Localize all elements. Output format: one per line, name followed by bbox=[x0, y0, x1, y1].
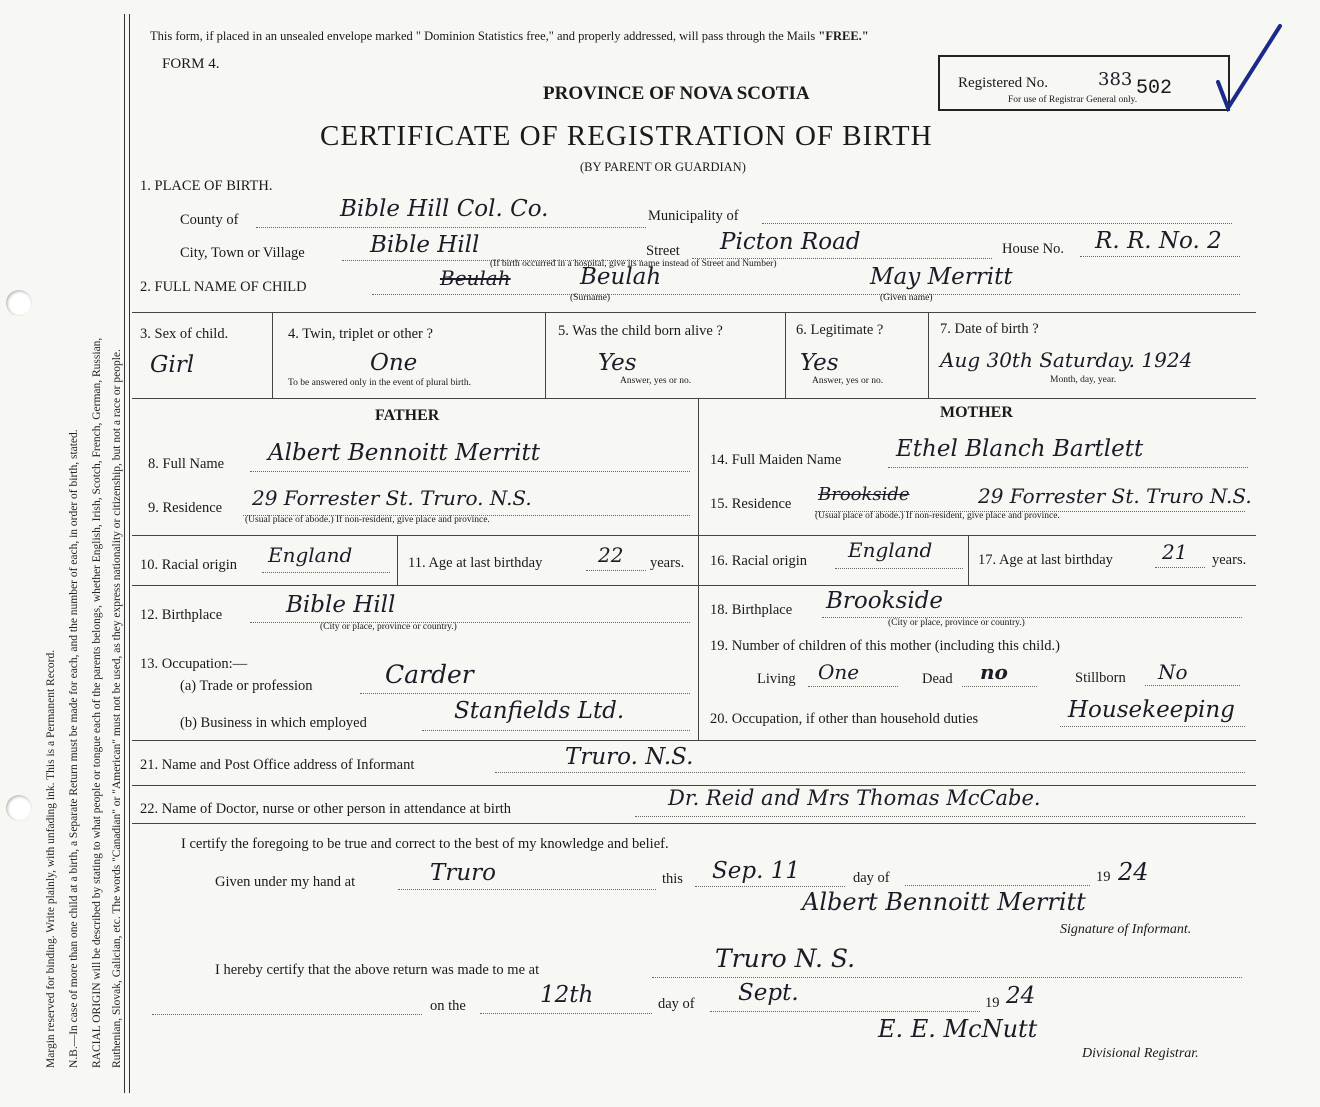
date-of-birth-value: Aug 30th Saturday. 1924 bbox=[940, 348, 1193, 372]
mother-age-years: years. bbox=[1212, 552, 1247, 568]
mother-occupation-value: Housekeeping bbox=[1068, 697, 1235, 723]
father-racial-value: England bbox=[268, 543, 353, 567]
children-count-label: 19. Number of children of this mother (including this child.) bbox=[710, 638, 1060, 654]
mother-residence-label: 15. Residence bbox=[710, 496, 792, 512]
father-trade-value: Carder bbox=[385, 660, 474, 689]
twin-value: One bbox=[370, 350, 418, 376]
municipality-label: Municipality of bbox=[648, 208, 739, 224]
doctor-value: Dr. Reid and Mrs Thomas McCabe. bbox=[668, 786, 1041, 810]
stillborn-label: Stillborn bbox=[1075, 670, 1126, 686]
child-surname-value: Beulah bbox=[580, 264, 662, 290]
this-label: this bbox=[662, 871, 683, 887]
registrar-statement: I hereby certify that the above return was made to me at bbox=[215, 962, 540, 978]
father-occupation-label: 13. Occupation:— bbox=[140, 656, 248, 672]
mother-name-label: 14. Full Maiden Name bbox=[710, 452, 842, 468]
registrar-place-value: Truro N. S. bbox=[715, 944, 856, 973]
form-number: FORM 4. bbox=[162, 56, 220, 72]
margin-note-nb: N.B.—In case of more than one child at a birth, a Separate Return must be made for each, and the number of each, in order of birth, stated. bbox=[68, 429, 80, 1068]
year-prefix: 19 bbox=[1096, 869, 1111, 885]
born-alive-value: Yes bbox=[598, 350, 637, 376]
legitimate-label: 6. Legitimate ? bbox=[796, 322, 884, 338]
hospital-note: (If birth occurred in a hospital, give its name instead of Street and Number) bbox=[490, 259, 777, 269]
twin-label: 4. Twin, triplet or other ? bbox=[288, 326, 433, 342]
twin-note: To be answered only in the event of plural birth. bbox=[288, 378, 471, 388]
mother-racial-label: 16. Racial origin bbox=[710, 553, 808, 569]
mother-residence-note: (Usual place of abode.) If non-resident, give place and province. bbox=[815, 511, 1060, 521]
informant-label: 21. Name and Post Office address of Informant bbox=[140, 757, 415, 773]
checkmark-icon bbox=[1214, 22, 1284, 112]
registration-month-value: Sept. bbox=[738, 980, 799, 1006]
born-alive-note: Answer, yes or no. bbox=[620, 376, 692, 386]
province-heading: PROVINCE OF NOVA SCOTIA bbox=[543, 83, 810, 104]
mother-racial-value: England bbox=[848, 538, 933, 562]
registered-number-note: For use of Registrar General only. bbox=[1008, 95, 1138, 105]
day-of-label-2: day of bbox=[658, 996, 695, 1012]
mother-age-value: 21 bbox=[1162, 540, 1188, 564]
father-age-label: 11. Age at last birthday bbox=[408, 555, 543, 571]
certificate-subtitle: (BY PARENT OR GUARDIAN) bbox=[580, 160, 746, 174]
house-number-value: R. R. No. 2 bbox=[1095, 228, 1222, 254]
father-business-value: Stanfields Ltd. bbox=[454, 698, 625, 724]
house-number-label: House No. bbox=[1002, 241, 1065, 257]
sex-value: Girl bbox=[150, 352, 195, 378]
margin-note-racial-cont: Ruthenian, Slovak, Galician, etc. The words "Canadian" or "American" must not be used, as they express nationality or citizenship, but not a race or people. bbox=[111, 349, 123, 1068]
registration-day-value: 12th bbox=[540, 982, 594, 1008]
doctor-label: 22. Name of Doctor, nurse or other person in attendance at birth bbox=[140, 801, 512, 817]
stillborn-value: No bbox=[1158, 660, 1188, 684]
given-place-value: Truro bbox=[430, 860, 496, 886]
binding-hole bbox=[6, 795, 32, 821]
father-residence-label: 9. Residence bbox=[148, 500, 223, 516]
registrar-caption: Divisional Registrar. bbox=[1082, 1046, 1199, 1061]
father-racial-label: 10. Racial origin bbox=[140, 557, 238, 573]
father-birthplace-value: Bible Hill bbox=[286, 592, 396, 618]
mother-birthplace-label: 18. Birthplace bbox=[710, 602, 793, 618]
postal-notice: This form, if placed in an unsealed envelope marked " Dominion Statistics free," and properly addressed, will pass through the Mails "FREE." bbox=[150, 29, 869, 43]
mother-birthplace-value: Brookside bbox=[826, 588, 944, 614]
dead-value: no bbox=[980, 660, 1008, 684]
mother-residence-struck: Brookside bbox=[818, 484, 910, 505]
informant-value: Truro. N.S. bbox=[565, 744, 694, 770]
given-date-value: Sep. 11 bbox=[712, 858, 800, 884]
child-name-label: 2. FULL NAME OF CHILD bbox=[140, 279, 307, 295]
surname-note: (Surname) bbox=[570, 293, 611, 303]
mother-age-label: 17. Age at last birthday bbox=[978, 552, 1113, 568]
living-value: One bbox=[818, 660, 860, 684]
given-name-note: (Given name) bbox=[880, 293, 933, 303]
child-name-struck: Beulah bbox=[440, 266, 511, 290]
year-prefix-2: 19 bbox=[985, 995, 1000, 1011]
place-of-birth-heading: 1. PLACE OF BIRTH. bbox=[140, 178, 273, 194]
margin-note-binding: Margin reserved for binding. Write plainly, with unfading ink. This is a Permanent Record. bbox=[45, 649, 57, 1068]
father-residence-note: (Usual place of abode.) If non-resident, give place and province. bbox=[245, 515, 490, 525]
father-residence-value: 29 Forrester St. Truro. N.S. bbox=[252, 486, 532, 510]
father-heading: FATHER bbox=[375, 407, 440, 424]
mother-name-value: Ethel Blanch Bartlett bbox=[896, 436, 1144, 462]
street-value: Picton Road bbox=[720, 229, 861, 255]
dead-label: Dead bbox=[922, 671, 953, 687]
mother-residence-value: 29 Forrester St. Truro N.S. bbox=[978, 484, 1252, 508]
legitimate-value: Yes bbox=[800, 350, 839, 376]
father-name-label: 8. Full Name bbox=[148, 456, 225, 472]
county-label: County of bbox=[180, 212, 239, 228]
born-alive-label: 5. Was the child born alive ? bbox=[558, 323, 723, 339]
certify-statement: I certify the foregoing to be true and correct to the best of my knowledge and belief. bbox=[181, 836, 669, 852]
city-label: City, Town or Village bbox=[180, 245, 305, 261]
father-trade-label: (a) Trade or profession bbox=[180, 678, 313, 694]
margin-note-racial: RACIAL ORIGIN will be described by stating to what people or tongue each of the parents belongs, whether English, Irish, Scotch, French, German, Russian, bbox=[91, 337, 103, 1068]
father-age-value: 22 bbox=[598, 543, 624, 567]
year-value: 24 bbox=[1118, 858, 1149, 886]
given-under-hand-label: Given under my hand at bbox=[215, 874, 356, 890]
mother-birthplace-note: (City or place, province or country.) bbox=[888, 618, 1025, 628]
margin-rule bbox=[124, 14, 125, 1093]
binding-hole bbox=[6, 290, 32, 316]
date-of-birth-note: Month, day, year. bbox=[1050, 375, 1117, 385]
margin-rule bbox=[129, 14, 130, 1093]
sex-label: 3. Sex of child. bbox=[140, 326, 229, 342]
father-birthplace-note: (City or place, province or country.) bbox=[320, 622, 457, 632]
registered-number-stamp: 502 bbox=[1136, 77, 1173, 100]
street-label: Street bbox=[646, 243, 680, 259]
registered-number-handwritten: 383 bbox=[1098, 69, 1133, 90]
signature-caption: Signature of Informant. bbox=[1060, 922, 1192, 937]
county-value: Bible Hill Col. Co. bbox=[340, 196, 549, 222]
on-the-label: on the bbox=[430, 998, 466, 1014]
mother-occupation-label: 20. Occupation, if other than household duties bbox=[710, 711, 979, 727]
child-given-name-value: May Merritt bbox=[870, 264, 1013, 290]
free-label: "FREE." bbox=[818, 29, 869, 43]
registered-number-box bbox=[938, 55, 1230, 111]
father-name-value: Albert Bennoitt Merritt bbox=[268, 440, 540, 466]
mother-heading: MOTHER bbox=[940, 404, 1013, 421]
living-label: Living bbox=[757, 671, 796, 687]
father-age-years: years. bbox=[650, 555, 685, 571]
city-value: Bible Hill bbox=[370, 232, 480, 258]
date-of-birth-label: 7. Date of birth ? bbox=[940, 321, 1039, 337]
registered-number-label: Registered No. bbox=[958, 75, 1048, 91]
registration-year-value: 24 bbox=[1006, 983, 1036, 1009]
registrar-signature: E. E. McNutt bbox=[878, 1015, 1038, 1043]
day-of-label: day of bbox=[853, 870, 890, 886]
father-business-label: (b) Business in which employed bbox=[180, 715, 367, 731]
father-birthplace-label: 12. Birthplace bbox=[140, 607, 223, 623]
legitimate-note: Answer, yes or no. bbox=[812, 376, 884, 386]
informant-signature: Albert Bennoitt Merritt bbox=[802, 888, 1086, 916]
certificate-title: CERTIFICATE OF REGISTRATION OF BIRTH bbox=[320, 120, 933, 152]
